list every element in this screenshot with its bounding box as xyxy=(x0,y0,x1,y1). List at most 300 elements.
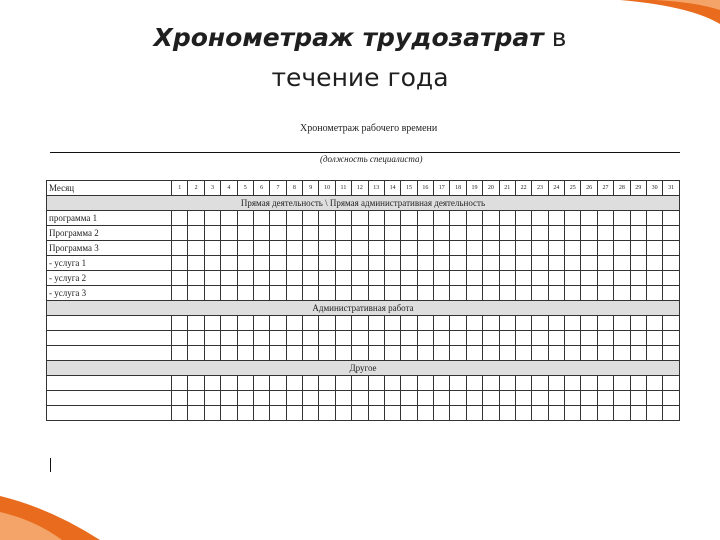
time-entry-cell xyxy=(221,316,237,331)
time-entry-cell xyxy=(368,316,384,331)
table-row xyxy=(47,211,680,226)
time-entry-cell xyxy=(499,241,515,256)
section-heading: Административная работа xyxy=(47,301,680,316)
table-row xyxy=(47,346,680,361)
time-entry-cell xyxy=(204,286,220,301)
time-entry-cell xyxy=(253,331,269,346)
time-entry-cell xyxy=(565,226,581,241)
time-entry-cell xyxy=(434,256,450,271)
time-entry-cell xyxy=(204,256,220,271)
time-entry-cell xyxy=(237,316,253,331)
time-entry-cell xyxy=(172,376,188,391)
time-entry-cell xyxy=(565,271,581,286)
time-entry-cell xyxy=(270,256,286,271)
time-entry-cell xyxy=(663,316,680,331)
time-entry-cell xyxy=(417,271,433,286)
row-label xyxy=(47,376,172,391)
time-entry-cell xyxy=(565,316,581,331)
table-header-row xyxy=(47,181,680,196)
time-entry-cell xyxy=(630,286,646,301)
time-entry-cell xyxy=(270,226,286,241)
day-header-cell: 4 xyxy=(221,181,237,196)
time-entry-cell xyxy=(466,226,482,241)
time-entry-cell xyxy=(434,286,450,301)
time-entry-cell xyxy=(548,346,564,361)
time-entry-cell xyxy=(237,376,253,391)
time-entry-cell xyxy=(663,331,680,346)
time-entry-cell xyxy=(417,286,433,301)
time-entry-cell xyxy=(401,391,417,406)
time-entry-cell xyxy=(466,286,482,301)
time-entry-cell xyxy=(450,316,466,331)
table-row xyxy=(47,406,680,421)
day-header-cell: 1 xyxy=(172,181,188,196)
time-entry-cell xyxy=(384,241,400,256)
section-heading-row xyxy=(47,301,680,316)
time-entry-cell xyxy=(630,346,646,361)
time-entry-cell xyxy=(417,331,433,346)
day-header-cell: 7 xyxy=(270,181,286,196)
time-entry-cell xyxy=(270,241,286,256)
day-header-cell: 26 xyxy=(581,181,597,196)
time-entry-cell xyxy=(352,226,368,241)
table-row xyxy=(47,376,680,391)
time-entry-cell xyxy=(237,226,253,241)
time-entry-cell xyxy=(384,391,400,406)
time-entry-cell xyxy=(450,226,466,241)
time-entry-cell xyxy=(515,406,531,421)
time-entry-cell xyxy=(434,346,450,361)
time-entry-cell xyxy=(646,316,662,331)
time-entry-cell xyxy=(368,271,384,286)
time-entry-cell xyxy=(303,226,319,241)
time-entry-cell xyxy=(401,271,417,286)
time-entry-cell xyxy=(319,241,335,256)
time-entry-cell xyxy=(646,391,662,406)
time-entry-cell xyxy=(384,211,400,226)
time-entry-cell xyxy=(221,406,237,421)
time-entry-cell xyxy=(597,211,613,226)
time-entry-cell xyxy=(581,376,597,391)
day-header-cell: 24 xyxy=(548,181,564,196)
row-label xyxy=(47,406,172,421)
time-entry-cell xyxy=(401,316,417,331)
time-entry-cell xyxy=(450,271,466,286)
time-entry-cell xyxy=(253,286,269,301)
time-entry-cell xyxy=(352,211,368,226)
time-entry-cell xyxy=(384,406,400,421)
time-entry-cell xyxy=(286,211,302,226)
decorative-bottom-left-swoosh xyxy=(0,490,110,540)
time-entry-cell xyxy=(466,316,482,331)
time-entry-cell xyxy=(630,211,646,226)
time-entry-cell xyxy=(253,406,269,421)
time-entry-cell xyxy=(237,211,253,226)
time-entry-cell xyxy=(483,331,499,346)
time-entry-cell xyxy=(303,331,319,346)
time-entry-cell xyxy=(646,271,662,286)
time-entry-cell xyxy=(663,406,680,421)
time-entry-cell xyxy=(548,406,564,421)
time-entry-cell xyxy=(335,391,351,406)
time-entry-cell xyxy=(352,331,368,346)
time-entry-cell xyxy=(303,391,319,406)
table-row xyxy=(47,286,680,301)
time-entry-cell xyxy=(450,331,466,346)
time-entry-cell xyxy=(663,271,680,286)
slide-title-line1 xyxy=(0,18,720,58)
day-header-cell: 13 xyxy=(368,181,384,196)
table-row xyxy=(47,241,680,256)
time-entry-cell xyxy=(319,271,335,286)
time-entry-cell xyxy=(581,316,597,331)
time-entry-cell xyxy=(188,271,204,286)
time-entry-cell xyxy=(335,346,351,361)
time-entry-cell xyxy=(597,391,613,406)
time-entry-cell xyxy=(188,406,204,421)
time-entry-cell xyxy=(597,406,613,421)
time-entry-cell xyxy=(286,376,302,391)
time-entry-cell xyxy=(565,331,581,346)
time-entry-cell xyxy=(646,406,662,421)
time-entry-cell xyxy=(286,316,302,331)
time-entry-cell xyxy=(466,241,482,256)
day-header-cell: 28 xyxy=(614,181,630,196)
time-entry-cell xyxy=(384,316,400,331)
day-header-cell: 22 xyxy=(515,181,531,196)
time-entry-cell xyxy=(319,226,335,241)
row-label: - услуга 3 xyxy=(47,286,172,301)
slide-title xyxy=(0,18,720,98)
time-entry-cell xyxy=(352,271,368,286)
time-entry-cell xyxy=(499,256,515,271)
time-entry-cell xyxy=(597,376,613,391)
time-entry-cell xyxy=(532,256,548,271)
time-entry-cell xyxy=(515,286,531,301)
time-entry-cell xyxy=(319,376,335,391)
time-entry-cell xyxy=(417,226,433,241)
time-entry-cell xyxy=(483,226,499,241)
time-entry-cell xyxy=(270,271,286,286)
time-entry-cell xyxy=(532,406,548,421)
day-header-cell: 14 xyxy=(384,181,400,196)
time-entry-cell xyxy=(384,346,400,361)
time-entry-cell xyxy=(204,406,220,421)
row-label xyxy=(47,331,172,346)
row-label: Программа 3 xyxy=(47,241,172,256)
time-entry-cell xyxy=(532,346,548,361)
time-entry-cell xyxy=(450,391,466,406)
time-entry-cell xyxy=(515,316,531,331)
time-entry-cell xyxy=(597,271,613,286)
time-entry-cell xyxy=(335,256,351,271)
time-entry-cell xyxy=(597,286,613,301)
time-entry-cell xyxy=(417,406,433,421)
time-entry-cell xyxy=(581,226,597,241)
time-entry-cell xyxy=(483,241,499,256)
time-entry-cell xyxy=(352,241,368,256)
timesheet-table xyxy=(46,180,680,421)
time-entry-cell xyxy=(646,226,662,241)
time-entry-cell xyxy=(237,286,253,301)
day-header-cell: 18 xyxy=(450,181,466,196)
table-row xyxy=(47,271,680,286)
time-entry-cell xyxy=(221,376,237,391)
time-entry-cell xyxy=(368,346,384,361)
time-entry-cell xyxy=(253,316,269,331)
time-entry-cell xyxy=(597,226,613,241)
slide-title-rest: в xyxy=(543,23,567,52)
time-entry-cell xyxy=(663,391,680,406)
time-entry-cell xyxy=(204,376,220,391)
time-entry-cell xyxy=(597,256,613,271)
time-entry-cell xyxy=(646,241,662,256)
time-entry-cell xyxy=(221,211,237,226)
time-entry-cell xyxy=(532,271,548,286)
table-row xyxy=(47,331,680,346)
time-entry-cell xyxy=(221,286,237,301)
time-entry-cell xyxy=(384,256,400,271)
time-entry-cell xyxy=(270,211,286,226)
time-entry-cell xyxy=(548,316,564,331)
time-entry-cell xyxy=(417,376,433,391)
time-entry-cell xyxy=(614,316,630,331)
day-header-cell: 25 xyxy=(565,181,581,196)
time-entry-cell xyxy=(352,406,368,421)
time-entry-cell xyxy=(646,256,662,271)
time-entry-cell xyxy=(663,241,680,256)
time-entry-cell xyxy=(286,271,302,286)
time-entry-cell xyxy=(483,316,499,331)
time-entry-cell xyxy=(204,316,220,331)
time-entry-cell xyxy=(434,211,450,226)
time-entry-cell xyxy=(565,391,581,406)
time-entry-cell xyxy=(565,406,581,421)
time-entry-cell xyxy=(466,331,482,346)
time-entry-cell xyxy=(450,406,466,421)
time-entry-cell xyxy=(368,376,384,391)
time-entry-cell xyxy=(335,241,351,256)
time-entry-cell xyxy=(515,271,531,286)
time-entry-cell xyxy=(597,316,613,331)
time-entry-cell xyxy=(434,406,450,421)
time-entry-cell xyxy=(499,286,515,301)
time-entry-cell xyxy=(352,391,368,406)
time-entry-cell xyxy=(630,271,646,286)
time-entry-cell xyxy=(221,331,237,346)
time-entry-cell xyxy=(253,346,269,361)
time-entry-cell xyxy=(434,241,450,256)
time-entry-cell xyxy=(237,271,253,286)
time-entry-cell xyxy=(565,346,581,361)
time-entry-cell xyxy=(434,316,450,331)
time-entry-cell xyxy=(548,376,564,391)
section-heading: Прямая деятельность \ Прямая административная деятельность xyxy=(47,196,680,211)
day-header-cell: 6 xyxy=(253,181,269,196)
time-entry-cell xyxy=(172,226,188,241)
time-entry-cell xyxy=(515,346,531,361)
row-label: - услуга 1 xyxy=(47,256,172,271)
time-entry-cell xyxy=(466,346,482,361)
time-entry-cell xyxy=(483,406,499,421)
time-entry-cell xyxy=(614,211,630,226)
time-entry-cell xyxy=(630,316,646,331)
time-entry-cell xyxy=(532,286,548,301)
time-entry-cell xyxy=(221,391,237,406)
time-entry-cell xyxy=(335,286,351,301)
day-header-cell: 20 xyxy=(483,181,499,196)
time-entry-cell xyxy=(630,376,646,391)
time-entry-cell xyxy=(646,286,662,301)
document-subtitle: (должность специалиста) xyxy=(320,154,423,164)
time-entry-cell xyxy=(384,331,400,346)
time-entry-cell xyxy=(352,286,368,301)
time-entry-cell xyxy=(614,256,630,271)
time-entry-cell xyxy=(646,346,662,361)
time-entry-cell xyxy=(466,391,482,406)
time-entry-cell xyxy=(483,376,499,391)
time-entry-cell xyxy=(581,406,597,421)
time-entry-cell xyxy=(204,241,220,256)
time-entry-cell xyxy=(368,331,384,346)
time-entry-cell xyxy=(548,226,564,241)
time-entry-cell xyxy=(450,211,466,226)
time-entry-cell xyxy=(614,271,630,286)
time-entry-cell xyxy=(515,376,531,391)
time-entry-cell xyxy=(450,286,466,301)
time-entry-cell xyxy=(499,226,515,241)
section-heading: Другое xyxy=(47,361,680,376)
time-entry-cell xyxy=(188,226,204,241)
section-heading-row xyxy=(47,196,680,211)
time-entry-cell xyxy=(614,406,630,421)
time-entry-cell xyxy=(286,391,302,406)
time-entry-cell xyxy=(368,256,384,271)
document-rule xyxy=(50,152,680,153)
time-entry-cell xyxy=(270,331,286,346)
time-entry-cell xyxy=(253,211,269,226)
time-entry-cell xyxy=(335,376,351,391)
day-header-cell: 15 xyxy=(401,181,417,196)
time-entry-cell xyxy=(188,376,204,391)
time-entry-cell xyxy=(253,391,269,406)
time-entry-cell xyxy=(401,211,417,226)
time-entry-cell xyxy=(532,211,548,226)
time-entry-cell xyxy=(434,331,450,346)
time-entry-cell xyxy=(253,376,269,391)
time-entry-cell xyxy=(384,226,400,241)
time-entry-cell xyxy=(303,286,319,301)
time-entry-cell xyxy=(663,376,680,391)
time-entry-cell xyxy=(417,211,433,226)
document-title: Хронометраж рабочего времени xyxy=(300,123,438,134)
time-entry-cell xyxy=(663,211,680,226)
day-header-cell: 12 xyxy=(352,181,368,196)
time-entry-cell xyxy=(597,331,613,346)
time-entry-cell xyxy=(335,226,351,241)
time-entry-cell xyxy=(499,376,515,391)
time-entry-cell xyxy=(663,346,680,361)
time-entry-cell xyxy=(188,241,204,256)
time-entry-cell xyxy=(286,406,302,421)
time-entry-cell xyxy=(172,391,188,406)
margin-tick xyxy=(50,458,51,472)
time-entry-cell xyxy=(384,376,400,391)
time-entry-cell xyxy=(237,406,253,421)
time-entry-cell xyxy=(319,286,335,301)
time-entry-cell xyxy=(417,316,433,331)
time-entry-cell xyxy=(237,256,253,271)
time-entry-cell xyxy=(286,346,302,361)
time-entry-cell xyxy=(646,331,662,346)
time-entry-cell xyxy=(581,391,597,406)
time-entry-cell xyxy=(204,346,220,361)
time-entry-cell xyxy=(434,226,450,241)
time-entry-cell xyxy=(303,376,319,391)
time-entry-cell xyxy=(663,256,680,271)
time-entry-cell xyxy=(515,331,531,346)
time-entry-cell xyxy=(188,391,204,406)
time-entry-cell xyxy=(303,256,319,271)
time-entry-cell xyxy=(319,406,335,421)
time-entry-cell xyxy=(434,376,450,391)
time-entry-cell xyxy=(384,271,400,286)
table-row xyxy=(47,226,680,241)
day-header-cell: 5 xyxy=(237,181,253,196)
row-label: программа 1 xyxy=(47,211,172,226)
time-entry-cell xyxy=(172,271,188,286)
time-entry-cell xyxy=(188,316,204,331)
time-entry-cell xyxy=(450,376,466,391)
time-entry-cell xyxy=(630,331,646,346)
time-entry-cell xyxy=(352,316,368,331)
month-header-cell: Месяц xyxy=(47,181,172,196)
day-header-cell: 17 xyxy=(434,181,450,196)
time-entry-cell xyxy=(417,256,433,271)
time-entry-cell xyxy=(565,376,581,391)
time-entry-cell xyxy=(483,211,499,226)
time-entry-cell xyxy=(270,376,286,391)
day-header-cell: 16 xyxy=(417,181,433,196)
time-entry-cell xyxy=(483,286,499,301)
time-entry-cell xyxy=(499,346,515,361)
time-entry-cell xyxy=(253,241,269,256)
row-label xyxy=(47,316,172,331)
time-entry-cell xyxy=(597,346,613,361)
time-entry-cell xyxy=(614,331,630,346)
time-entry-cell xyxy=(450,241,466,256)
time-entry-cell xyxy=(221,271,237,286)
time-entry-cell xyxy=(303,211,319,226)
day-header-cell: 30 xyxy=(646,181,662,196)
time-entry-cell xyxy=(483,256,499,271)
time-entry-cell xyxy=(515,211,531,226)
time-entry-cell xyxy=(483,346,499,361)
time-entry-cell xyxy=(237,391,253,406)
time-entry-cell xyxy=(565,286,581,301)
time-entry-cell xyxy=(581,286,597,301)
time-entry-cell xyxy=(434,391,450,406)
time-entry-cell xyxy=(614,376,630,391)
time-entry-cell xyxy=(548,286,564,301)
table-row xyxy=(47,391,680,406)
time-entry-cell xyxy=(286,226,302,241)
time-entry-cell xyxy=(319,331,335,346)
time-entry-cell xyxy=(646,211,662,226)
time-entry-cell xyxy=(548,241,564,256)
time-entry-cell xyxy=(581,346,597,361)
day-header-cell: 8 xyxy=(286,181,302,196)
